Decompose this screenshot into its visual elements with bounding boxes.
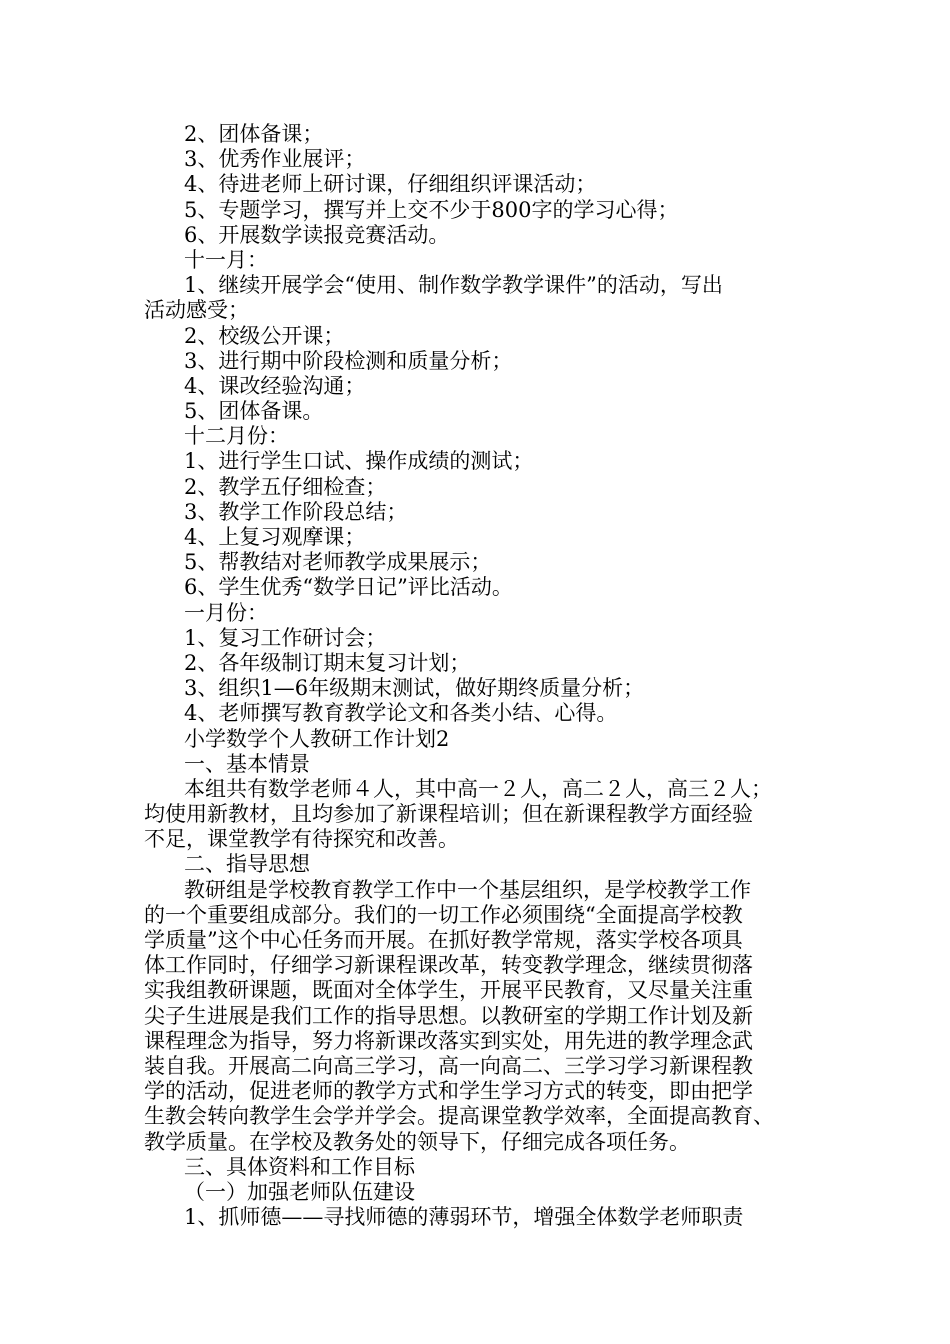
text-line: 不足，课堂教学有待探究和改善。 bbox=[144, 827, 459, 852]
text-line: 6、开展数学读报竞赛活动。 bbox=[144, 222, 450, 247]
section-heading: 十二月份： bbox=[144, 424, 290, 449]
text-line: 体工作同时，仔细学习新课程课改革，转变教学理念，继续贯彻落 bbox=[144, 953, 753, 978]
text-line: 活动感受； bbox=[144, 298, 249, 323]
text-line: 课程理念为指导，努力将新课改落实到实处，用先进的教学理念武 bbox=[144, 1028, 753, 1053]
text-line: 实我组教研课题，既面对全体学生，开展平民教育，又尽量关注重 bbox=[144, 978, 753, 1003]
text-line: 2、校级公开课； bbox=[144, 323, 345, 348]
text-line: 1、进行学生口试、操作成绩的测试； bbox=[144, 449, 534, 474]
section-heading: 一月份： bbox=[144, 600, 269, 625]
text-line: 3、组织1—6年级期末测试，做好期终质量分析； bbox=[144, 676, 645, 701]
section-heading: 一、基本情景 bbox=[144, 751, 311, 776]
text-line: 3、优秀作业展评； bbox=[144, 147, 366, 172]
text-line: 2、教学五仔细检查； bbox=[144, 474, 387, 499]
text-line: 的一个重要组成部分。我们的一切工作必须围绕“全面提高学校教 bbox=[144, 902, 743, 927]
document-text bbox=[144, 122, 816, 1230]
text-line: 3、进行期中阶段检测和质量分析； bbox=[144, 348, 513, 373]
section-heading: 三、具体资料和工作目标 bbox=[144, 1154, 416, 1179]
text-line: 生教会转向教学生会学并学会。提高课堂教学效率，全面提高教育、 bbox=[144, 1104, 774, 1129]
text-line: 3、教学工作阶段总结； bbox=[144, 499, 408, 524]
text-line: 均使用新教材，且均参加了新课程培训；但在新课程教学方面经验 bbox=[144, 802, 753, 827]
section-heading: 二、指导思想 bbox=[144, 852, 311, 877]
text-line: 5、帮教结对老师教学成果展示； bbox=[144, 550, 492, 575]
text-line: 2、团体备课； bbox=[144, 122, 324, 146]
text-line: 2、各年级制订期末复习计划； bbox=[144, 650, 471, 675]
text-line: 1、抓师德——寻找师德的薄弱环节，增强全体数学老师职责 bbox=[144, 1205, 744, 1230]
text-line: 4、老师撰写教育教学论文和各类小结、心得。 bbox=[144, 701, 618, 726]
text-line: 学的活动，促进老师的教学方式和学生学习方式的转变，即由把学 bbox=[144, 1079, 753, 1104]
text-line: 1、继续开展学会“使用、制作数学教学课件”的活动，写出 bbox=[144, 273, 723, 298]
text-line: 4、上复习观摩课； bbox=[144, 525, 366, 549]
subsection-heading: （一）加强老师队伍建设 bbox=[144, 1179, 416, 1204]
document-title: 小学数学个人教研工作计划2 bbox=[144, 726, 450, 751]
text-line: 4、待进老师上研讨课，仔细组织评课活动； bbox=[144, 172, 597, 197]
text-line: 尖子生进展是我们工作的指导思想。以教研室的学期工作计划及新 bbox=[144, 1003, 753, 1028]
text-line: 1、复习工作研讨会； bbox=[144, 625, 387, 650]
text-line: 本组共有数学老师４人，其中高一２人，高二２人，高三２人； bbox=[144, 776, 773, 801]
text-line: 5、团体备课。 bbox=[144, 399, 324, 424]
text-line: 6、学生优秀“数学日记”评比活动。 bbox=[144, 575, 513, 600]
section-heading: 十一月： bbox=[144, 247, 269, 272]
text-line: 5、专题学习，撰写并上交不少于800字的学习心得； bbox=[144, 197, 679, 222]
text-line: 4、课改经验沟通； bbox=[144, 373, 366, 398]
text-line: 装自我。开展高二向高三学习，高一向高二、三学习学习新课程教 bbox=[144, 1053, 753, 1078]
text-line: 教研组是学校教育教学工作中一个基层组织，是学校教学工作 bbox=[144, 877, 752, 902]
text-line: 学质量”这个中心任务而开展。在抓好教学常规，落实学校各项具 bbox=[144, 928, 743, 952]
text-line: 教学质量。在学校及教务处的领导下，仔细完成各项任务。 bbox=[144, 1129, 690, 1154]
